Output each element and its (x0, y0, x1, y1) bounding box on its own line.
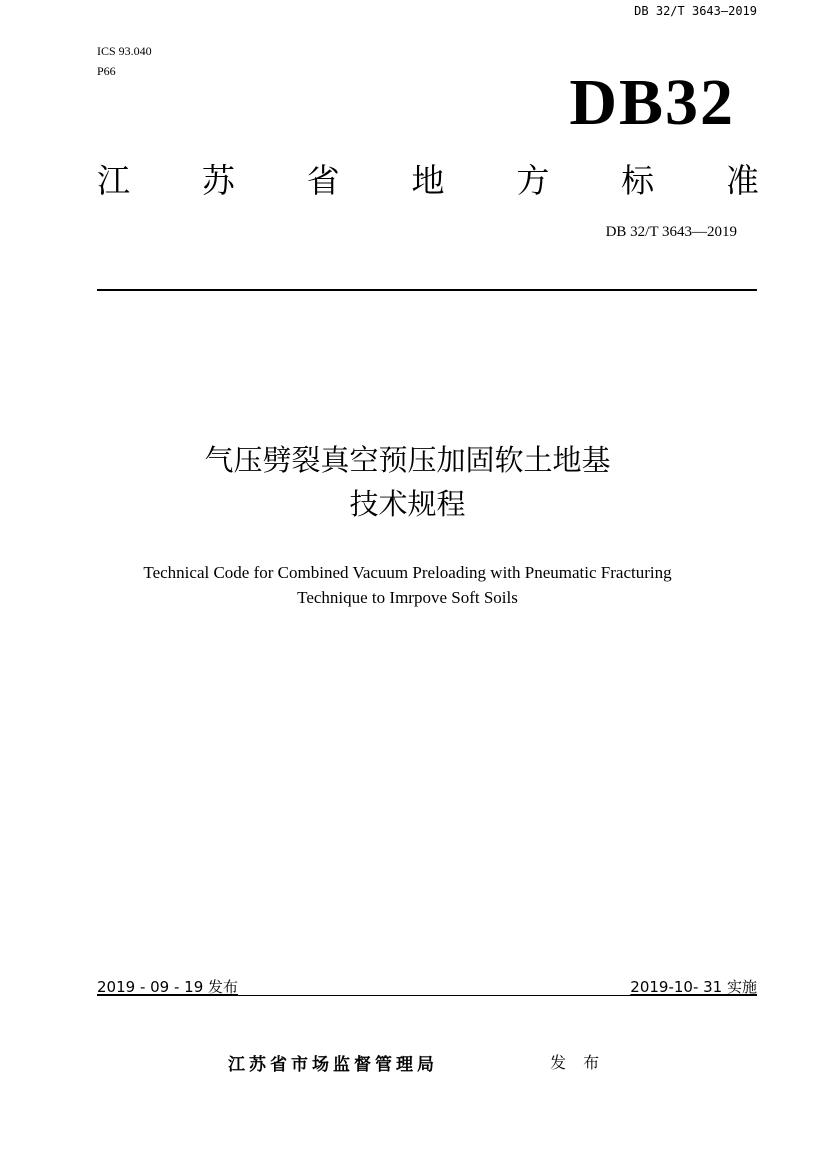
org-char: 苏 (201, 160, 235, 200)
implement-date: 2019-10- 31 实施 (630, 978, 757, 996)
publish-label: 发 布 (550, 1053, 606, 1072)
date-row (97, 975, 757, 995)
org-char: 地 (411, 160, 445, 200)
header-standard-code: DB 32/T 3643—2019 (634, 4, 757, 18)
standard-number: DB 32/T 3643—2019 (605, 224, 737, 240)
org-char: 省 (306, 160, 340, 200)
org-char: 江 (97, 160, 130, 200)
org-char: 标 (621, 160, 655, 200)
org-char: 方 (516, 160, 550, 200)
top-divider (97, 289, 757, 291)
english-title-line-1: Technical Code for Combined Vacuum Preloading with Pneumatic Fracturing (143, 563, 672, 582)
issue-date: 2019 - 09 - 19 发布 (97, 978, 239, 996)
english-title (0, 560, 815, 610)
organization-title (97, 160, 759, 200)
db-logo: DB32 (569, 66, 735, 139)
chinese-title-line-1: 气压劈裂真空预压加固软土地基 (204, 443, 611, 477)
english-title-line-2: Technique to Imrpove Soft Soils (297, 588, 518, 607)
bottom-divider (97, 995, 757, 996)
ccs-code: P66 (97, 64, 116, 78)
chinese-title (0, 438, 815, 526)
chinese-title-line-2: 技术规程 (349, 487, 466, 521)
ics-code: ICS 93.040 (97, 44, 152, 58)
org-char: 准 (725, 160, 759, 200)
publisher-name: 江苏省市场监督管理局 (228, 1055, 438, 1075)
